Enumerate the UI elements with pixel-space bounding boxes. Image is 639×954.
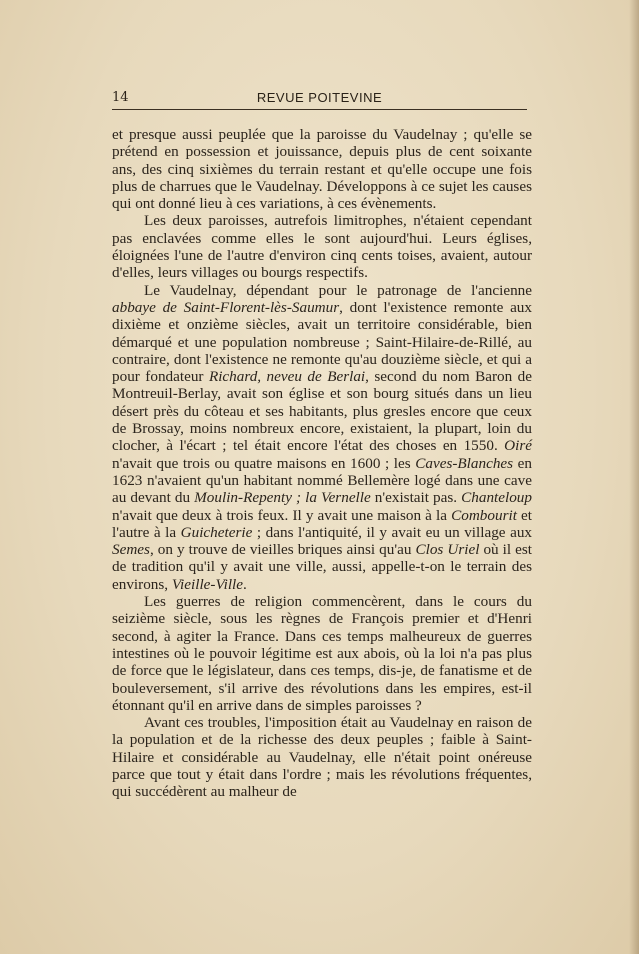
text-run: Avant ces troubles, l'imposition était au Vaudelnay en raison de la population et de la richesse des deux peuples ; faible à Saint-Hilaire et considérable au Vaudelnay, elle n'était point onéreuse parce que tout y était dans l'ordre ; mais les révolutions fréquentes, qui succédèrent au malheur de xyxy=(112,714,532,801)
header-rule xyxy=(112,109,527,110)
text-run: en 1623 n'avaient qu'un habitant nommé Bellemère logé dans une cave au devant du xyxy=(112,454,532,507)
italic-text: Oiré xyxy=(504,437,532,455)
text-run: . xyxy=(243,575,247,593)
paragraph xyxy=(112,212,532,281)
text-run: n'existait pas. xyxy=(370,489,462,507)
text-run: , dont l'existence remonte aux dixième et onzième siècles, avait un territoire considérable, bien démarqué et une population nombreuse ; Saint-Hilaire-de-Rillé, au contraire, dont l'existence ne remonte qu'au douzième siècle, et qui a pour fondateur xyxy=(112,298,532,386)
paragraph xyxy=(112,714,532,800)
text-run: et presque aussi peuplée que la paroisse du Vaudelnay ; qu'elle se prétend en possession et jouissance, depuis plus de cent soixante ans, des cinq sixièmes du terrain restant et qu'elle occupe une fois plus de charrues que le Vaudelnay. Développons à ce sujet les causes qui ont donné lieu à ces variations, à ces évènements. xyxy=(112,126,532,213)
italic-text: Moulin-Repenty ; la Vernelle xyxy=(194,489,371,507)
italic-text: Clos Uriel xyxy=(415,541,480,559)
italic-text: Semes xyxy=(112,541,150,559)
text-run: n'avait que trois ou quatre maisons en 1600 ; les xyxy=(112,454,416,472)
paragraph xyxy=(112,593,532,714)
text-run: où il est de tradition qu'il y avait une ville, aussi, appelle-t-on le terrain des environs, xyxy=(112,541,533,593)
paragraph xyxy=(112,126,532,212)
text-run: , on y trouve de vieilles briques ainsi qu'au xyxy=(149,541,416,559)
text-run: Le Vaudelnay, dépendant pour le patronage de l'ancienne xyxy=(144,281,532,299)
text-run: et l'autre à la xyxy=(112,506,532,541)
page-number: 14 xyxy=(112,90,129,105)
page-header xyxy=(112,88,527,110)
body-text xyxy=(112,126,532,801)
italic-text: Combourit xyxy=(451,506,517,524)
running-title: REVUE POITEVINE xyxy=(256,90,383,105)
text-run: ; dans l'antiquité, il y avait eu un village aux xyxy=(252,523,533,541)
italic-text: Caves-Blanches xyxy=(415,454,514,472)
italic-text: Richard, neveu de Berlai xyxy=(208,368,366,386)
italic-text: Guicheterie xyxy=(180,523,253,541)
text-run: n'avait que deux à trois feux. Il y avait une maison à la xyxy=(112,506,452,524)
italic-text: Vieille-Ville xyxy=(171,575,244,593)
text-run: Les guerres de religion commencèrent, dans le cours du seizième siècle, sous les règnes de François premier et d'Henri second, à agiter la France. Dans ces temps malheureux de guerres intestines où le pouvoir légitime est aux abois, où la loi n'a pas plus de force que le législateur, dans ces temps, dis-je, de fanatisme et de bouleversement, s'il arrive des révolutions dans les empires, est-il étonnant qu'il en arrive dans de simples paroisses ? xyxy=(112,593,532,714)
text-run: Les deux paroisses, autrefois limitrophes, n'étaient cependant pas enclavées comme elles le sont aujourd'hui. Leurs églises, éloignées l'une de l'autre d'environ cinq cents toises, avaient, autour d'elles, leurs villages ou bourgs respectifs. xyxy=(112,212,532,282)
text-run: , second du nom Baron de Montreuil-Berlay, avait son église et son bourg situés dans un lieu désert près du côteau et ses habitants, plus gresles encore que ceux de Brossay, moins nombreux encore, existaient, la plupart, loin du clocher, à l'écart ; tel était encore l'état des choses en 1550. xyxy=(112,368,533,455)
paragraph xyxy=(112,282,532,593)
italic-text: Chanteloup xyxy=(461,489,532,507)
italic-text: abbaye de Saint-Florent-lès-Saumur xyxy=(112,298,340,316)
